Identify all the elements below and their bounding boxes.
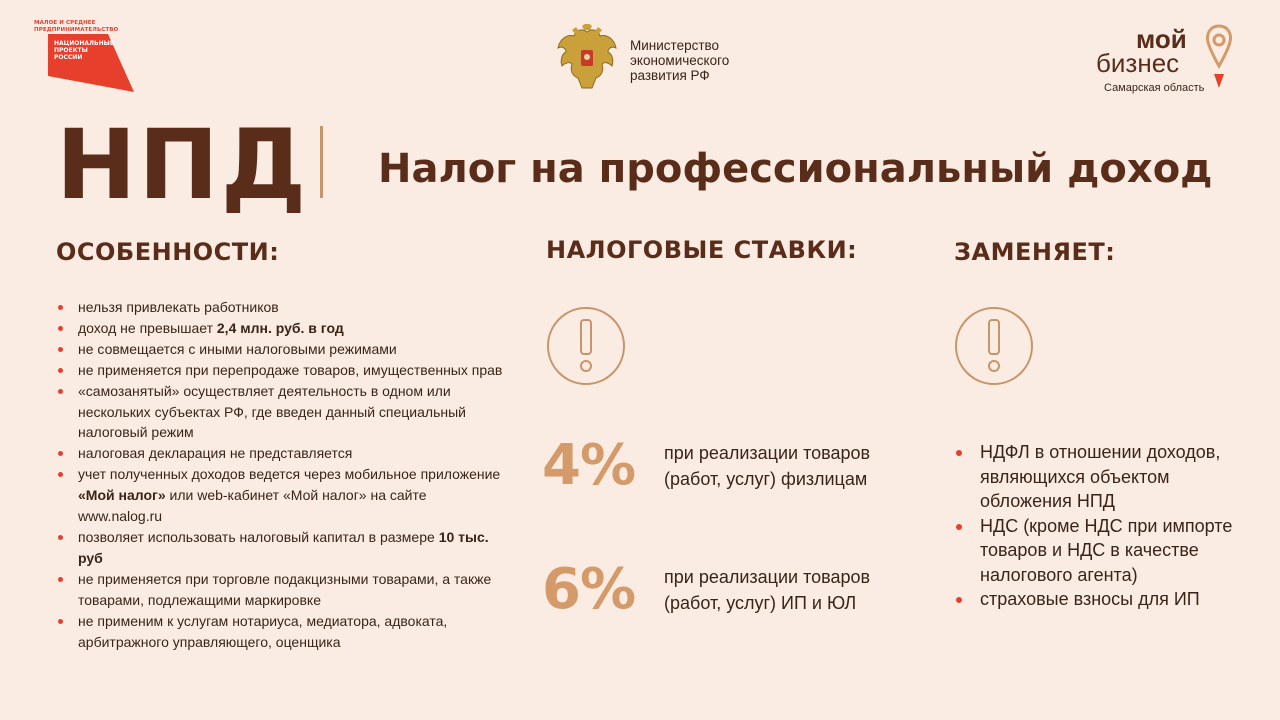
feature-text: или web-кабинет «Мой налог» на сайте www.nalog.ru	[78, 487, 427, 525]
list-item	[56, 381, 506, 444]
coat-of-arms-icon	[554, 24, 620, 96]
np-small-caption	[34, 20, 118, 33]
rate-description: при реализации товаров (работ, услуг) ИП и ЮЛ	[664, 567, 871, 613]
feature-text: не применим к услугам нотариуса, медиатора, адвоката, арбитражного управляющего, оценщика	[78, 612, 448, 650]
feature-bold: 2,4 млн. руб. в год	[216, 319, 344, 336]
feature-text: не применяется при торговле подакцизными товарами, а также товарами, подлежащими маркировке	[78, 570, 492, 608]
moy-biznes-logo	[1090, 22, 1260, 102]
np-red-line2: ПРОЕКТЫ	[54, 47, 88, 54]
mb-region: Самарская область	[1104, 82, 1205, 94]
list-item	[56, 569, 506, 611]
list-item: НДФЛ в отношении доходов, являющихся объектом обложения НПД	[954, 440, 1244, 514]
feature-text: не совмещается с иными налоговыми режимами	[78, 340, 397, 357]
list-item	[56, 339, 506, 360]
np-red-line1: НАЦИОНАЛЬНЫЕ	[54, 40, 114, 47]
page-abbreviation: НПД	[56, 109, 309, 221]
list-item	[56, 611, 506, 653]
list-item	[56, 464, 506, 527]
feature-text: доход не превышает	[78, 319, 217, 336]
list-item: НДС (кроме НДС при импорте товаров и НДС в качестве налогового агента)	[954, 514, 1244, 588]
exclamation-circle-icon	[546, 306, 626, 386]
list-item	[56, 360, 506, 381]
feature-bold: 10 тыс. руб	[78, 528, 489, 566]
location-pin-icon	[1204, 22, 1234, 92]
list-item	[56, 443, 506, 464]
ministry-name	[630, 38, 729, 83]
np-caption-line1: МАЛОЕ И СРЕДНЕЕ	[34, 20, 96, 26]
feature-text: «самозанятый» осуществляет деятельность в одном или нескольких субъектах РФ, где введен данный специальный налоговый режим	[78, 382, 466, 441]
page-title: Налог на профессиональный доход	[378, 146, 1213, 192]
rate-value: 6%	[542, 557, 636, 622]
feature-text: налоговая декларация не представляется	[78, 445, 353, 462]
ministry-logo	[554, 24, 744, 96]
np-red-line3: РОССИИ	[54, 54, 83, 61]
mb-word-moy: мой	[1136, 24, 1187, 54]
features-list	[56, 297, 506, 652]
feature-text: позволяет использовать налоговый капитал в размере	[78, 528, 439, 545]
replaces-list	[954, 440, 1244, 612]
feature-text: не применяется при перепродаже товаров, имущественных прав	[78, 361, 503, 378]
list-item	[56, 318, 506, 339]
np-red-caption	[54, 40, 114, 61]
rates-heading: НАЛОГОВЫЕ СТАВКИ:	[546, 236, 858, 264]
rate-value: 4%	[542, 433, 636, 498]
replaces-heading: ЗАМЕНЯЕТ:	[954, 238, 1116, 266]
ministry-line1: Министерство	[630, 38, 720, 53]
feature-text: учет полученных доходов ведется через мобильное приложение	[78, 466, 501, 483]
list-item	[56, 297, 506, 318]
list-item: страховые взносы для ИП	[954, 587, 1244, 612]
list-item	[56, 527, 506, 569]
ministry-line3: развития РФ	[630, 68, 710, 83]
heading-divider	[320, 126, 323, 198]
feature-text: нельзя привлекать работников	[78, 299, 279, 315]
ministry-line2: экономического	[630, 53, 730, 68]
rate-description: при реализации товаров (работ, услуг) физлицам	[664, 443, 871, 489]
np-caption-line2: ПРЕДПРИНИМАТЕЛЬСТВО	[34, 26, 119, 33]
exclamation-circle-icon	[954, 306, 1034, 386]
mb-word-biznes: бизнес	[1096, 48, 1180, 78]
feature-bold: «Мой налог»	[78, 487, 166, 504]
national-projects-logo	[34, 20, 134, 94]
features-heading: ОСОБЕННОСТИ:	[56, 238, 280, 266]
